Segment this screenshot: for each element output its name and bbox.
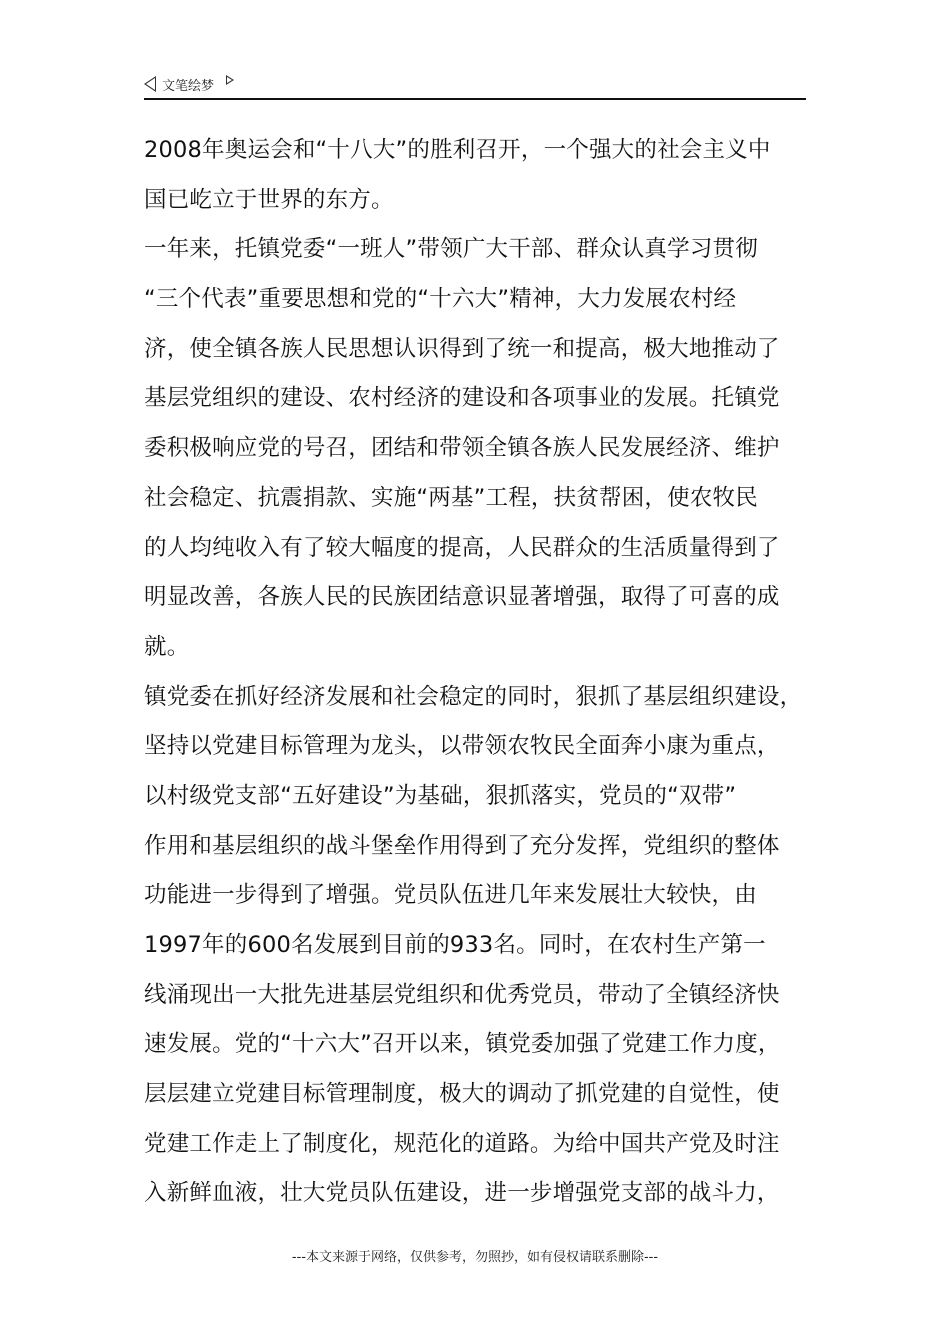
text-line: 党建工作走上了制度化，规范化的道路。为给中国共产党及时注 [144, 1130, 780, 1157]
triangle-left-icon [144, 76, 156, 92]
text-line: 社会稳定、抗震捐款、实施“两基”工程，扶贫帮困，使农牧民 [144, 484, 758, 511]
header-title: 文笔绘梦 [162, 78, 215, 94]
text-line: 委积极响应党的号召，团结和带领全镇各族人民发展经济、维护 [144, 435, 780, 462]
text-line: 国已屹立于世界的东方。 [144, 186, 394, 213]
text-line: 1997年的600名发展到目前的933名。同时，在农村生产第一 [144, 932, 766, 958]
text-line: 以村级党支部“五好建设”为基础，狠抓落实，党员的“双带” [144, 782, 737, 809]
text-line: 作用和基层组织的战斗堡垒作用得到了充分发挥，党组织的整体 [144, 832, 780, 859]
text-line: 功能进一步得到了增强。党员队伍进几年来发展壮大较快，由 [144, 882, 757, 909]
header-brand [144, 72, 234, 96]
page-header [144, 72, 806, 100]
text-line: 的人均纯收入有了较大幅度的提高，人民群众的生活质量得到了 [144, 534, 780, 561]
text-line: 镇党委在抓好经济发展和社会稳定的同时，狠抓了基层组织建设， [144, 683, 803, 710]
text-line: 基层党组织的建设、农村经济的建设和各项事业的发展。托镇党 [144, 385, 780, 412]
text-line: 就。 [144, 633, 190, 660]
text-line: 一年来，托镇党委“一班人”带领广大干部、群众认真学习贯彻 [144, 236, 758, 263]
document-body [144, 126, 806, 1219]
text-line: 坚持以党建目标管理为龙头，以带领农牧民全面奔小康为重点， [144, 733, 780, 760]
text-line: 线涌现出一大批先进基层党组织和优秀党员，带动了全镇经济快 [144, 981, 780, 1008]
text-line: “三个代表”重要思想和党的“十六大”精神，大力发展农村经 [144, 286, 737, 313]
page-footer-disclaimer: ---本文来源于网络，仅供参考，勿照抄，如有侵权请联系删除--- [291, 1250, 659, 1265]
text-line: 明显改善，各族人民的民族团结意识显著增强，取得了可喜的成 [144, 584, 780, 611]
text-line: 速发展。党的“十六大”召开以来，镇党委加强了党建工作力度， [144, 1031, 781, 1058]
text-line: 2008年奥运会和“十八大”的胜利召开，一个强大的社会主义中 [144, 137, 771, 163]
text-line: 入新鲜血液，壮大党员队伍建设，进一步增强党支部的战斗力， [144, 1180, 780, 1207]
text-line: 层层建立党建目标管理制度，极大的调动了抓党建的自觉性，使 [144, 1081, 780, 1108]
triangle-right-icon [226, 75, 234, 85]
text-line: 济，使全镇各族人民思想认识得到了统一和提高，极大地推动了 [144, 335, 780, 362]
